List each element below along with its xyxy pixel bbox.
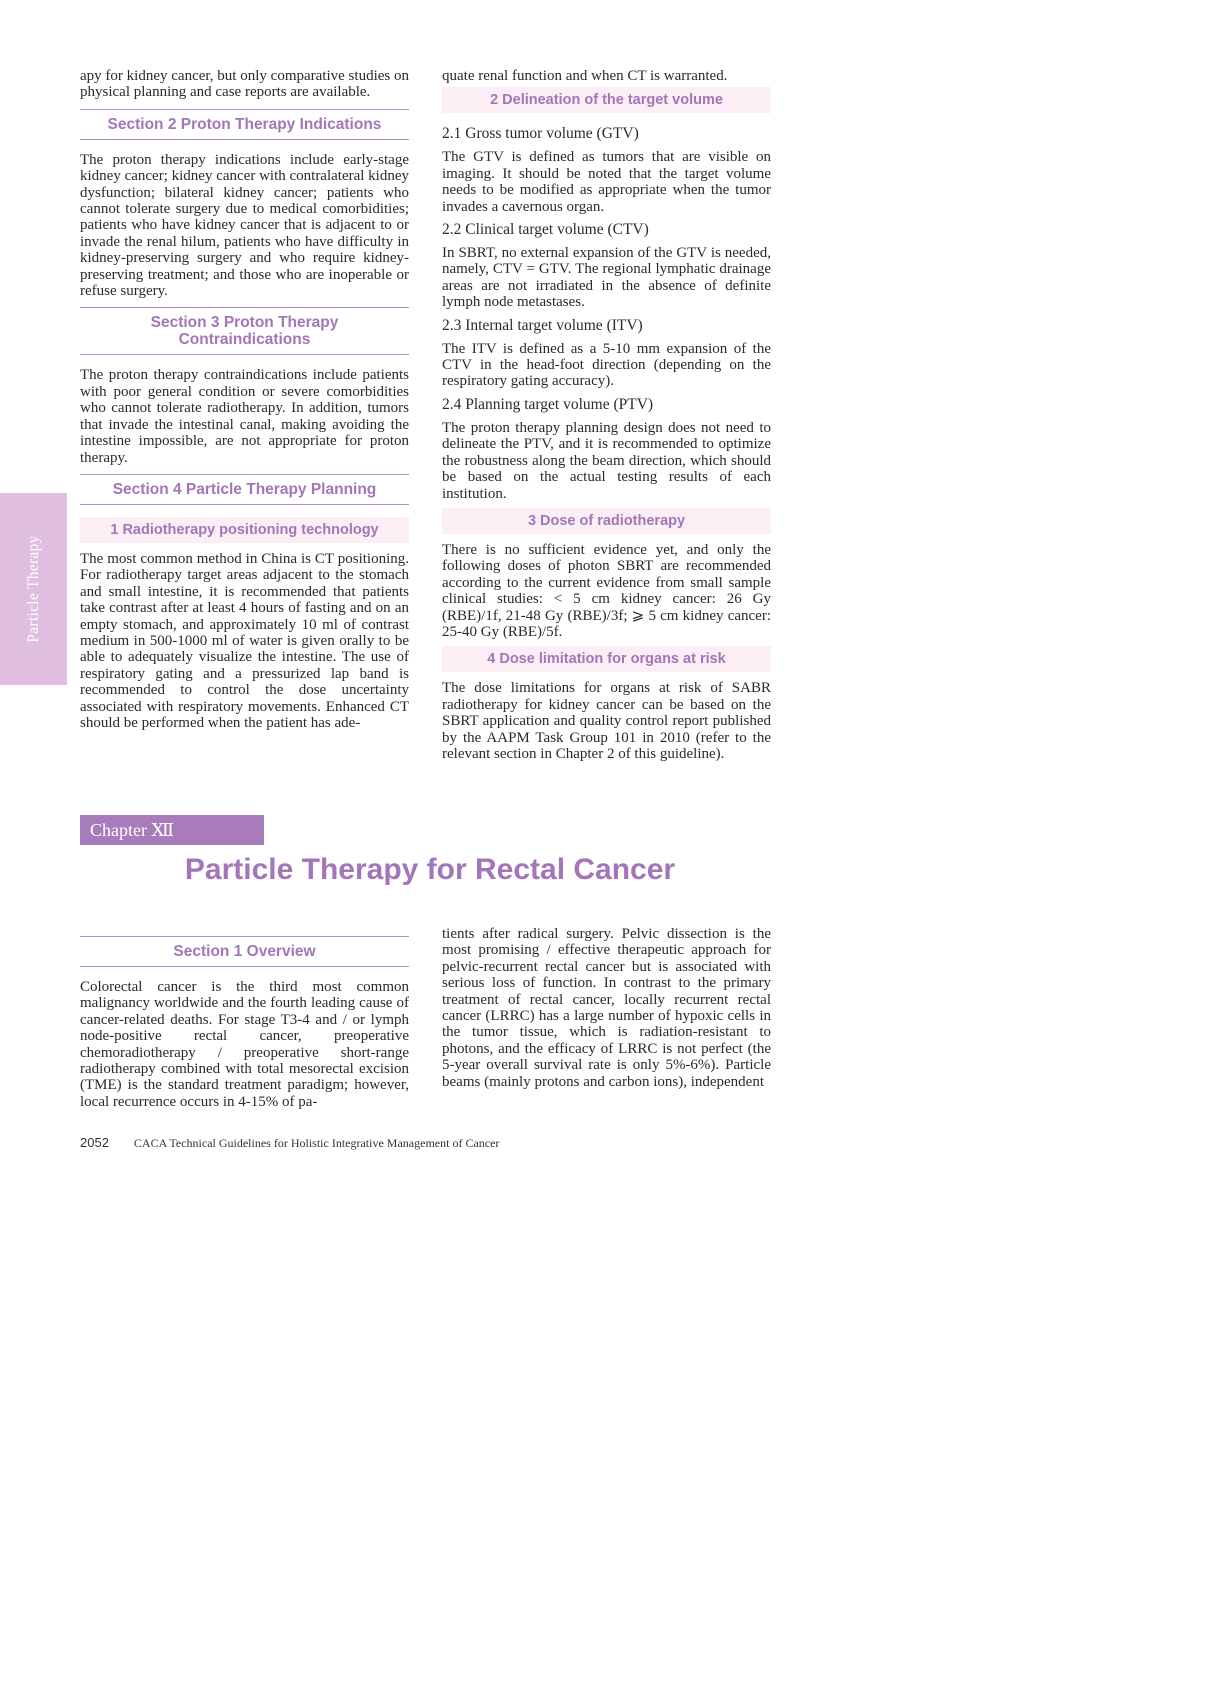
section-2-heading: Section 2 Proton Therapy Indications <box>80 109 409 140</box>
section-3-paragraph: The proton therapy contraindications include patients with poor general condition or severe comorbidities who cannot tolerate radiotherapy. In addition, tumors that invade the intestinal canal, making avoiding the intestine impossible, are not appropriate for proton therapy. <box>80 367 409 466</box>
gtv-paragraph: The GTV is defined as tumors that are visible on imaging. It should be noted that the target volume needs to be modified as appropriate when the tumor invades a cavernous organ. <box>442 149 771 215</box>
side-tab <box>0 493 67 685</box>
gtv-subheading: 2.1 Gross tumor volume (GTV) <box>442 125 639 143</box>
top-right-column <box>442 68 771 768</box>
ctv-paragraph: In SBRT, no external expansion of the GTV is needed, namely, CTV = GTV. The regional lymphatic drainage areas are not irradiated in the absence of definite lymph node metastases. <box>442 245 771 311</box>
page-footer <box>80 1135 499 1151</box>
section-3-heading-line-1: Section 3 Proton Therapy <box>150 314 339 332</box>
dose-heading: 3 Dose of radiotherapy <box>442 508 771 534</box>
intro-paragraph: apy for kidney cancer, but only comparative studies on physical planning and case reports are available. <box>80 68 409 101</box>
section-4-heading: Section 4 Particle Therapy Planning <box>80 474 409 505</box>
positioning-paragraph: The most common method in China is CT positioning. For radiotherapy target areas adjacent to the stomach and small intestine, it is recommended that patients take contrast after at least 4 hours of fasting and on an empty stomach, and approximately 10 ml of contrast medium in 500-1000 ml of water is given orally to be able to adequately visualize the intestine. The use of respiratory gating and a pressurized lap band is recommended to control the dose uncertainty associated with respiratory movements. Enhanced CT should be performed when the patient has ade- <box>80 550 409 731</box>
section-3-heading-line-2: Contraindications <box>178 331 311 349</box>
chapter-title: Particle Therapy for Rectal Cancer <box>184 853 676 886</box>
side-tab-label: Particle Therapy <box>24 535 42 643</box>
dose-paragraph: There is no sufficient evidence yet, and only the following doses of photon SBRT are recommended according to the current evidence from small sample clinical studies: < 5 cm kidney cancer: 26 Gy (RBE)/1f, 21-48 Gy (RBE)/3f; ⩾ 5 cm kidney cancer: 25-40 Gy (RBE)/5f. <box>442 541 771 640</box>
ctv-subheading: 2.2 Clinical target volume (CTV) <box>442 221 649 239</box>
delineation-heading: 2 Delineation of the target volume <box>442 87 771 113</box>
recurrence-paragraph: tients after radical surgery. Pelvic dissection is the most promising / effective therapeutic approach for pelvic-recurrent rectal cancer but is associated with serious loss of function. In contrast to the primary treatment of rectal cancer, locally recurrent rectal cancer (LRRC) has a large number of hypoxic cells in the tumor tissue, which is radiation-resistant to photons, and the efficacy of LRRC is not perfect (the 5-year overall survival rate is only 5%-6%). Particle beams (mainly protons and carbon ions), independent <box>442 926 771 1090</box>
overview-paragraph: Colorectal cancer is the third most common malignancy worldwide and the fourth leading cause of cancer-related deaths. For stage T3-4 and / or lymph node-positive rectal cancer, preoperative chemoradiotherapy / preoperative short-range radiotherapy combined with total mesorectal excision (TME) is the standard treatment paradigm; however, local recurrence occurs in 4-15% of pa- <box>80 979 409 1110</box>
running-title: CACA Technical Guidelines for Holistic Integrative Management of Cancer <box>133 1136 500 1150</box>
ptv-subheading: 2.4 Planning target volume (PTV) <box>442 395 654 413</box>
dose-limitation-paragraph: The dose limitations for organs at risk of SABR radiotherapy for kidney cancer can be based on the SBRT application and quality control report published by the AAPM Task Group 101 in 2010 (refer to the relevant section in Chapter 2 of this guideline). <box>442 680 771 762</box>
itv-paragraph: The ITV is defined as a 5-10 mm expansion of the CTV in the head-foot direction (depending on the respiratory gating accuracy). <box>442 340 771 390</box>
continuation-paragraph: quate renal function and when CT is warranted. <box>442 68 728 84</box>
section-2-paragraph: The proton therapy indications include early-stage kidney cancer; kidney cancer with contralateral kidney dysfunction; bilateral kidney cancer; patients who cannot tolerate surgery due to medical comorbidities; patients who have kidney cancer that is adjacent to or invade the renal hilum, patients who have difficulty in kidney-preserving surgery and who require kidney-preserving treatment; and those who are inoperable or refuse surgery. <box>80 151 410 300</box>
bottom-right-column <box>442 926 771 1096</box>
top-left-column <box>80 68 409 737</box>
ptv-paragraph: The proton therapy planning design does not need to delineate the PTV, and it is recommended to optimize the robustness along the beam direction, which should be based on the actual testing results of each institution. <box>442 419 771 502</box>
chapter-badge: Chapter Ⅻ <box>80 815 264 845</box>
positioning-heading: 1 Radiotherapy positioning technology <box>80 517 409 543</box>
bottom-left-column <box>80 936 409 1116</box>
overview-heading: Section 1 Overview <box>80 936 409 967</box>
page-number: 2052 <box>80 1135 109 1150</box>
section-3-heading <box>80 307 409 355</box>
dose-limitation-heading: 4 Dose limitation for organs at risk <box>442 646 771 672</box>
itv-subheading: 2.3 Internal target volume (ITV) <box>442 316 643 334</box>
